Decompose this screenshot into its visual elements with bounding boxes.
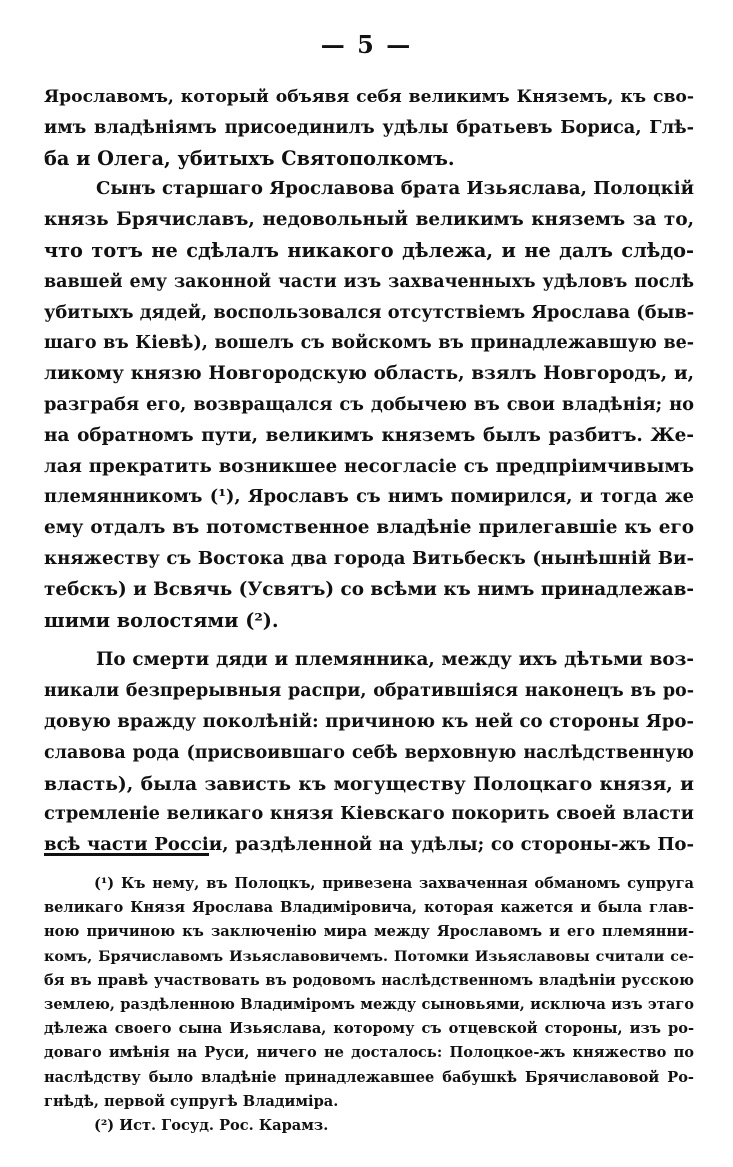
footnote-line: доваго имѣнія на Руси, ничего не досталось: Полоцкое-жъ княжество по [44,1044,694,1062]
text-line: тебскъ) и Всвячь (Усвятъ) со всѣми къ нимъ принадлежав- [44,578,694,600]
text-line: шими волостями (²). [44,608,279,632]
text-line: княжеству съ Востока два города Витьбескъ (нынѣшній Ви- [44,547,694,569]
footnote-line: дѣлежа своего сына Изьяслава, которому съ отцевской стороны, изъ ро- [44,1020,694,1038]
footnote-line: (²) Ист. Госуд. Рос. Карамз. [94,1116,329,1134]
text-line: убитыхъ дядей, воспользовался отсутствіемъ Ярослава (быв- [44,301,695,323]
text-line: что тотъ не сдѣлалъ никакого дѣлежа, и не далъ слѣдо- [44,238,694,262]
text-line: славова рода (присвоившаго себѣ верховную наслѣдственную [44,742,694,763]
text-line: всѣ части Россіи, раздѣленной на удѣлы; со стороны-жъ По- [44,834,694,856]
text-line: имъ владѣніямъ присоединилъ удѣлы братьевъ Бориса, Глѣ- [44,116,694,138]
text-line: ему отдалъ въ потомственное владѣніе прилегавшіе къ его [44,517,694,539]
footnote-line: гнѣдѣ, первой супругѣ Владиміра. [44,1092,339,1110]
text-line: По смерти дяди и племянника, между ихъ дѣтьми воз- [96,649,694,671]
footnote-line: комъ, Брячиславомъ Изьяславовичемъ. Потомки Изьяславовы считали се- [44,948,694,965]
footnote-line: ною причиною къ заключенію мира между Ярославомъ и его племянни- [44,923,694,941]
text-line: ликому князю Новгородскую область, взялъ Новгородъ, и, [44,363,694,385]
text-line: ба и Олега, убитыхъ Святополкомъ. [44,146,455,170]
text-line: лая прекратить возникшее несогласіе съ предпріимчивымъ [44,455,694,477]
text-line: довую вражду поколѣній: причиною къ ней со стороны Яро- [44,710,694,732]
text-line: князь Брячиславъ, недовольный великимъ княземъ за то, [44,209,694,231]
text-line: стремленіе великаго князя Кіевскаго покорить своей власти [44,803,694,825]
footnote-line: (¹) Къ нему, въ Полоцкъ, привезена захваченная обманомъ супруга [94,875,694,892]
footnotes [44,872,694,1138]
footnote-line: землею, раздѣленною Владиміромъ между сыновьями, исключа изъ этаго [44,995,694,1013]
text-line: вавшей ему законной части изъ захваченныхъ удѣловъ послѣ [44,271,694,292]
footnote-line: бя въ правѣ участвовать въ родовомъ наслѣдственномъ владѣніи русскою [44,971,694,989]
page-number: — 5 — [320,30,413,59]
text-line: племянникомъ (¹), Ярославъ съ нимъ помирился, и тогда же [44,486,694,508]
text-line: разграбя его, возвращался съ добычею въ свои владѣнія; но [44,393,694,415]
text-line: на обратномъ пути, великимъ княземъ былъ разбитъ. Же- [44,424,694,446]
footnote-line: великаго Князя Ярослава Владиміровича, которая кажется и была глав- [44,899,694,917]
paragraph-gap [44,636,694,645]
text-line: власть), была зависть къ могуществу Полоцкаго князя, и [44,772,694,795]
footnote-line: наслѣдству было владѣніе принадлежавшее бабушкѣ Брячиславовой Ро- [44,1068,694,1086]
main-text [44,82,694,861]
text-line: шаго въ Кіевѣ), вошелъ съ войскомъ въ принадлежавшую ве- [44,333,694,354]
text-line: никали безпрерывныя распри, обратившіяся наконецъ въ ро- [44,681,694,702]
text-line: Сынъ старшаго Ярославова брата Изьяслава, Полоцкій [96,178,694,200]
footnote-divider [44,853,209,856]
text-line: Ярославомъ, который объявя себя великимъ Княземъ, къ сво- [44,87,694,107]
